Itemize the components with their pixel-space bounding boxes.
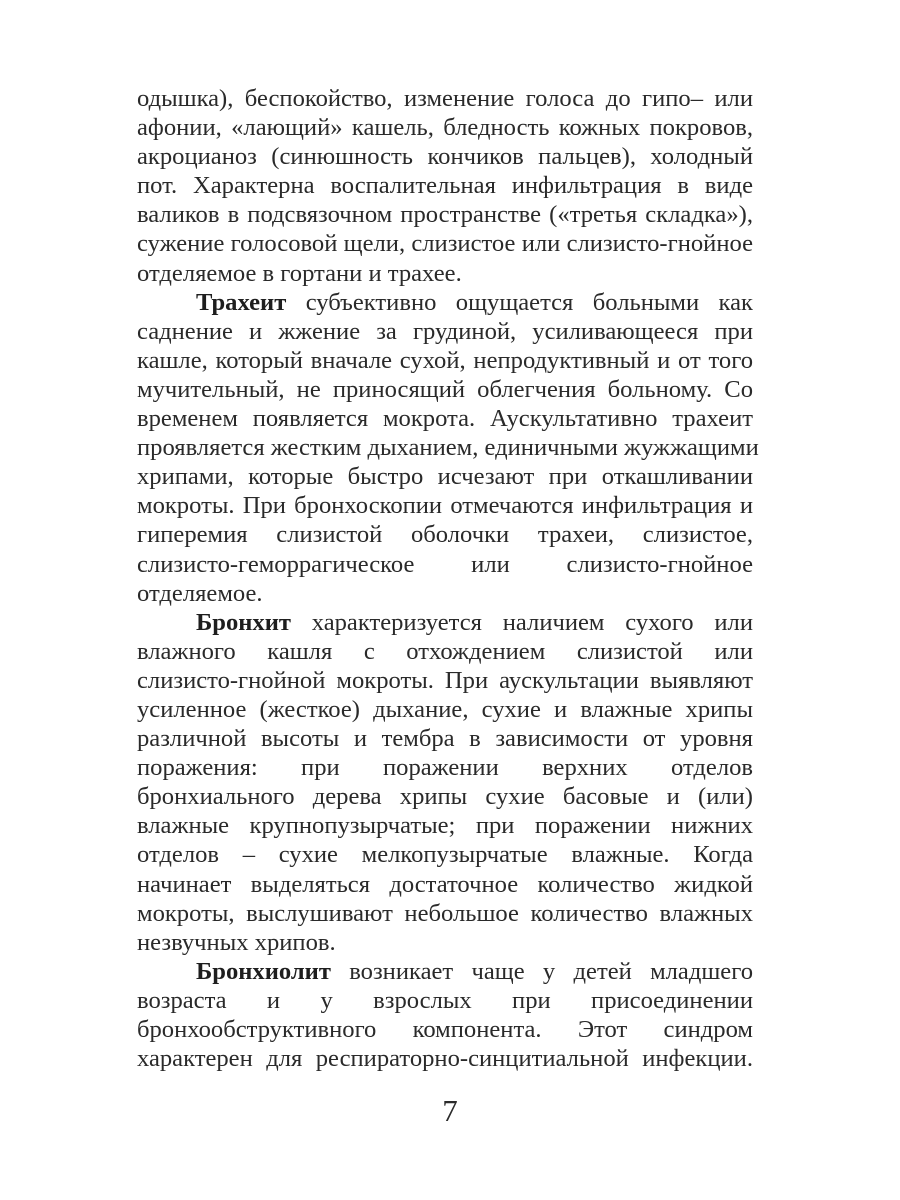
term-tracheitis: Трахеит	[196, 288, 287, 316]
text-line: гиперемия слизистой оболочки трахеи, слизистое,	[137, 521, 753, 549]
term-bronchiolitis: Бронхиолит	[196, 957, 331, 985]
text-fragment: субъективно ощущается больными как	[286, 288, 753, 316]
text-line: влажные крупнопузырчатые; при поражении нижних	[137, 812, 753, 840]
text-line: поражения: при поражении верхних отделов	[137, 754, 753, 782]
text-line: отделяемое в гортани и трахее.	[137, 259, 462, 287]
text-line	[137, 608, 753, 637]
text-line: мучительный, не приносящий облегчения больному. Со	[137, 375, 753, 403]
text-line	[137, 957, 753, 986]
paragraph-bronchiolitis	[137, 957, 753, 1073]
text-line: бронхообструктивного компонента. Этот синдром	[137, 1016, 753, 1043]
text-line: различной высоты и тембра в зависимости от уровня	[137, 725, 753, 753]
text-line: влажного кашля с отхождением слизистой или	[137, 637, 753, 665]
text-line: незвучных хрипов.	[137, 928, 336, 956]
text-fragment: возникает чаще у детей младшего	[330, 957, 753, 985]
text-line: валиков в подсвязочном пространстве («третья складка»),	[137, 201, 753, 229]
body-text	[137, 84, 759, 1073]
text-line: бронхиального дерева хрипы сухие басовые и (или)	[137, 783, 753, 811]
text-line: возраста и у взрослых при присоединении	[137, 986, 753, 1014]
text-line: саднение и жжение за грудиной, усиливающееся при	[137, 317, 753, 345]
text-line: слизисто-гнойной мокроты. При аускультации выявляют	[137, 666, 753, 694]
text-line: характерен для респираторно-синцитиальной инфекции.	[137, 1045, 753, 1073]
text-line: слизисто-геморрагическое или слизисто-гнойное	[137, 550, 753, 578]
paragraph-bronchitis	[137, 608, 753, 957]
text-line: сужение голосовой щели, слизистое или слизисто-гнойное	[137, 230, 753, 258]
text-line: мокроты. При бронхоскопии отмечаются инфильтрация и	[137, 492, 753, 520]
text-line	[137, 288, 753, 317]
text-line: мокроты, выслушивают небольшое количество влажных	[137, 899, 753, 927]
text-line: начинает выделяться достаточное количество жидкой	[137, 870, 753, 898]
text-line: кашле, который вначале сухой, непродуктивный и от того	[137, 346, 753, 374]
text-fragment: характеризуется наличием сухого или	[290, 608, 753, 636]
page-number: 7	[442, 1093, 458, 1128]
text-line: временем появляется мокрота. Аускультативно трахеит	[137, 405, 753, 433]
text-line: отделов – сухие мелкопузырчатые влажные. Когда	[137, 841, 753, 869]
text-line: акроцианоз (синюшность кончиков пальцев), холодный	[137, 143, 753, 171]
text-line: одышка), беспокойство, изменение голоса до гипо– или	[137, 85, 753, 112]
paragraph-dyspnea-continuation	[137, 84, 753, 288]
text-line: пот. Характерна воспалительная инфильтрация в виде	[137, 172, 753, 200]
text-line: усиленное (жесткое) дыхание, сухие и влажные хрипы	[137, 695, 753, 723]
text-line: хрипами, которые быстро исчезают при откашливании	[137, 463, 753, 491]
text-line: афонии, «лающий» кашель, бледность кожных покровов,	[137, 114, 753, 142]
text-line: отделяемое.	[137, 579, 263, 607]
term-bronchitis: Бронхит	[196, 608, 291, 636]
text-line: проявляется жестким дыханием, единичными жужжащими	[137, 434, 759, 462]
paragraph-tracheitis	[137, 288, 759, 608]
